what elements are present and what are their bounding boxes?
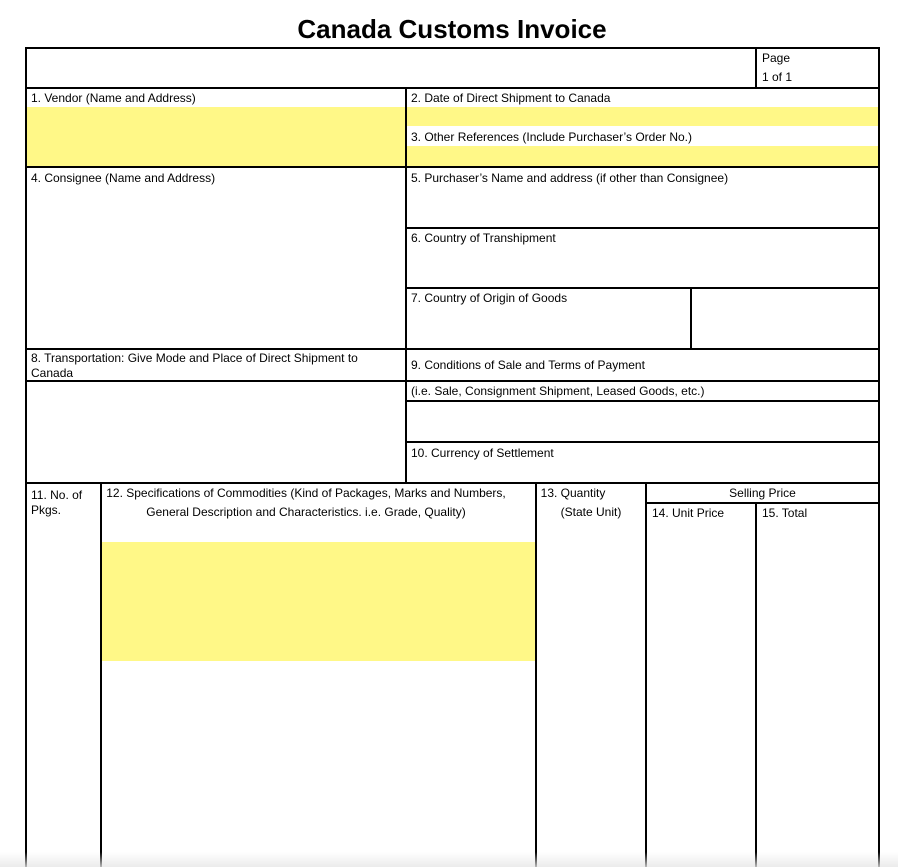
consignee-label: 4. Consignee (Name and Address) [31,171,216,185]
conditions-label: 9. Conditions of Sale and Terms of Payment [411,358,645,372]
vendor-input[interactable] [27,107,405,166]
transport-label: 8. Transportation: Give Mode and Place of Direct Shipment to Canada [31,351,358,380]
consignee-input[interactable] [27,188,405,348]
row-divider-3 [25,348,880,350]
row-divider-purchaser [405,227,880,229]
specs-label-line1: 12. Specifications of Commodities (Kind of Packages, Marks and Numbers, [106,486,506,500]
quantity-input[interactable] [537,525,645,860]
selling-price-divider [645,502,880,504]
page-box-divider [755,47,757,88]
total-input[interactable] [757,525,878,860]
purchaser-label: 5. Purchaser’s Name and address (if other than Consignee) [411,171,729,185]
row-divider-conditions-input [405,441,880,443]
form-border-right [878,47,880,867]
form-border-top [25,47,880,49]
other-refs-label: 3. Other References (Include Purchaser’s Order No.) [411,130,693,144]
bottom-fade [0,852,898,867]
row-divider-2 [25,166,880,168]
col-divider-1 [100,482,102,867]
tranship-input[interactable] [407,248,878,287]
transport-input[interactable] [27,382,405,481]
unit-price-label: 14. Unit Price [652,506,725,520]
origin-input[interactable] [692,289,878,348]
tranship-label: 6. Country of Transhipment [411,231,556,245]
other-refs-input[interactable] [407,146,878,166]
row-divider-1 [25,87,880,89]
vendor-label: 1. Vendor (Name and Address) [31,91,196,105]
purchaser-input[interactable] [407,188,878,227]
conditions-input[interactable] [407,402,878,441]
page-value: 1 of 1 [762,70,793,84]
origin-label: 7. Country of Origin of Goods [411,291,568,305]
unit-price-input[interactable] [647,525,755,860]
currency-input[interactable] [407,462,878,481]
date-shipment-input[interactable] [407,107,878,126]
row-divider-conditions [405,380,880,382]
date-shipment-label: 2. Date of Direct Shipment to Canada [411,91,611,105]
row-divider-4 [25,482,880,484]
specs-label-line2: General Description and Characteristics. i.e. Grade, Quality) [146,505,466,519]
page-title: Canada Customs Invoice [297,14,607,44]
specs-input[interactable] [102,542,535,661]
quantity-label: 13. Quantity [540,486,606,500]
num-pkgs-label: 11. No. of Pkgs. [31,488,83,517]
quantity-unit-label: (State Unit) [560,505,622,519]
conditions-hint: (i.e. Sale, Consignment Shipment, Leased Goods, etc.) [411,384,705,398]
page-label: Page [762,51,791,65]
selling-price-label: Selling Price [729,486,796,500]
num-pkgs-input[interactable] [27,520,100,860]
total-label: 15. Total [762,506,808,520]
currency-label: 10. Currency of Settlement [411,446,554,460]
